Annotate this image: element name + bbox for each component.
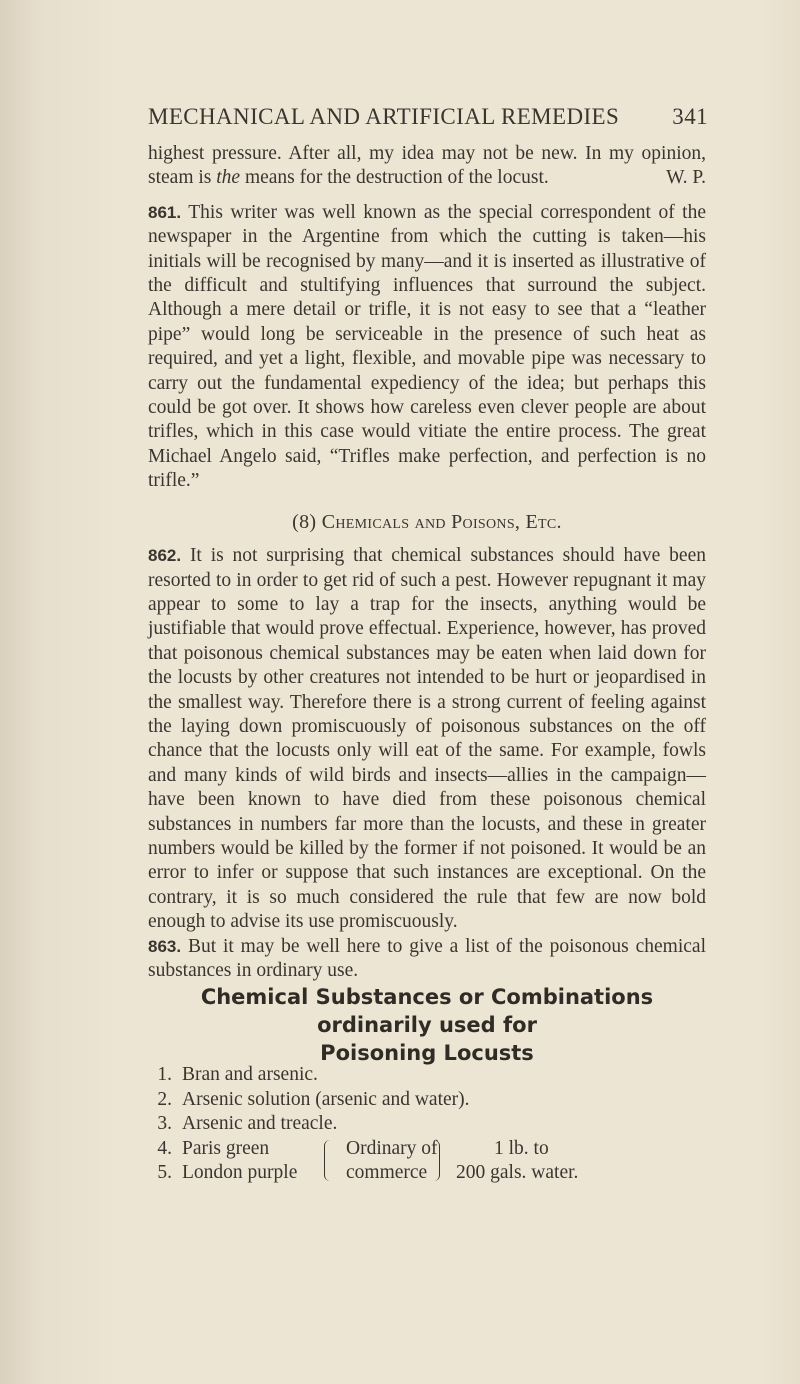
list-item	[150, 1137, 710, 1162]
list-item-text: Bran and arsenic.	[182, 1064, 318, 1085]
paragraph-number-861: 861.	[148, 202, 182, 222]
list-item-number: 2.	[157, 1088, 172, 1110]
paragraph-number-863: 863.	[148, 936, 182, 956]
table-heading	[148, 983, 706, 1067]
list-item-number: 4.	[157, 1137, 172, 1159]
paragraph-862-text: It is not surprising that chemical substances should have been resorted to in order to get rid of such a pest. However repugnant it may appear to some to lay a trap for the insects, anything would be justifiable that would prove effectual. Experience, however, has proved that poisonous chemical substances may be eaten when laid down for the locusts by other creatures not intended to be hurt or jeopardised in the smallest way. Therefore there is a strong current of feeling against the laying down promiscuously of poisonous substances on the off chance that the locusts only will eat of the same. For example, fowls and many kinds of wild birds and insects—allies in the campaign—have been known to have died from these poisonous chemical substances in numbers far more than the locusts, and these in greater numbers would be killed by the former if not poisoned. It would be an error to infer or suppose that such instances are exceptional. On the contrary, it is so much considered the rule that few are now bold enough to advise its use promiscuously.	[148, 545, 706, 933]
section-title: Chemicals and Poisons, Etc.	[321, 510, 562, 533]
page-number: 341	[672, 104, 708, 129]
amount-line-1: 1 lb. to	[494, 1137, 549, 1159]
list-item-text: Arsenic solution (arsenic and water).	[182, 1088, 470, 1110]
list-item-text: London purple	[182, 1162, 298, 1183]
list-item-text: Arsenic and treacle.	[182, 1113, 338, 1134]
paragraph-number-862: 862.	[148, 546, 182, 566]
paragraph-863-text: But it may be well here to give a list of the poisonous chemical substances in ordinary use.	[148, 935, 706, 981]
running-head-title: MECHANICAL AND ARTIFICIAL REMEDIES	[148, 104, 620, 129]
list-item-number: 3.	[157, 1113, 172, 1134]
body-text	[148, 142, 706, 983]
substance-list	[150, 1063, 710, 1186]
paragraph-continued-text: highest pressure. After all, my idea may not be new. In my opinion, steam is the means for the destruction of the locust.	[148, 143, 706, 189]
section-number: (8)	[292, 510, 317, 533]
list-item-number: 5.	[157, 1162, 172, 1183]
list-item	[150, 1063, 710, 1088]
amount-line-2: 200 gals. water.	[456, 1162, 579, 1183]
section-heading	[148, 510, 706, 534]
list-item	[150, 1112, 710, 1137]
table-heading-line-1: Chemical Substances or Combinations ordinarily used for	[200, 985, 654, 1037]
paragraph-continued	[148, 142, 706, 191]
paragraph-861	[148, 201, 706, 494]
running-head	[148, 104, 708, 138]
brace-text-line-2: commerce	[346, 1162, 428, 1183]
list-item-number: 1.	[157, 1064, 172, 1085]
paragraph-862	[148, 544, 706, 935]
table-heading-line-2: Poisoning Locusts	[320, 1041, 534, 1065]
signature-initials: W. P.	[666, 167, 706, 189]
list-item	[150, 1088, 710, 1113]
brace-text-line-1: Ordinary of	[346, 1137, 438, 1159]
list-item	[150, 1161, 710, 1186]
braced-items	[150, 1137, 710, 1186]
paragraph-863	[148, 935, 706, 984]
paragraph-861-text: This writer was well known as the special correspondent of the newspaper in the Argentine from which the cutting is taken—his initials will be recognised by many—and it is inserted as illustrative of the difficult and stultifying influences that surround the subject. Although a mere detail or trifle, it is not easy to see that a “leather pipe” would long be serviceable in the presence of such heat as required, and yet a light, flexible, and movable pipe was necessary to carry out the fundamental expediency of the idea; but perhaps this could be got over. It shows how careless even clever people are about trifles, which in this case would vitiate the entire process. The great Michael Angelo said, “Trifles make perfection, and perfection is no trifle.”	[148, 201, 706, 492]
list-item-text: Paris green	[182, 1137, 270, 1159]
